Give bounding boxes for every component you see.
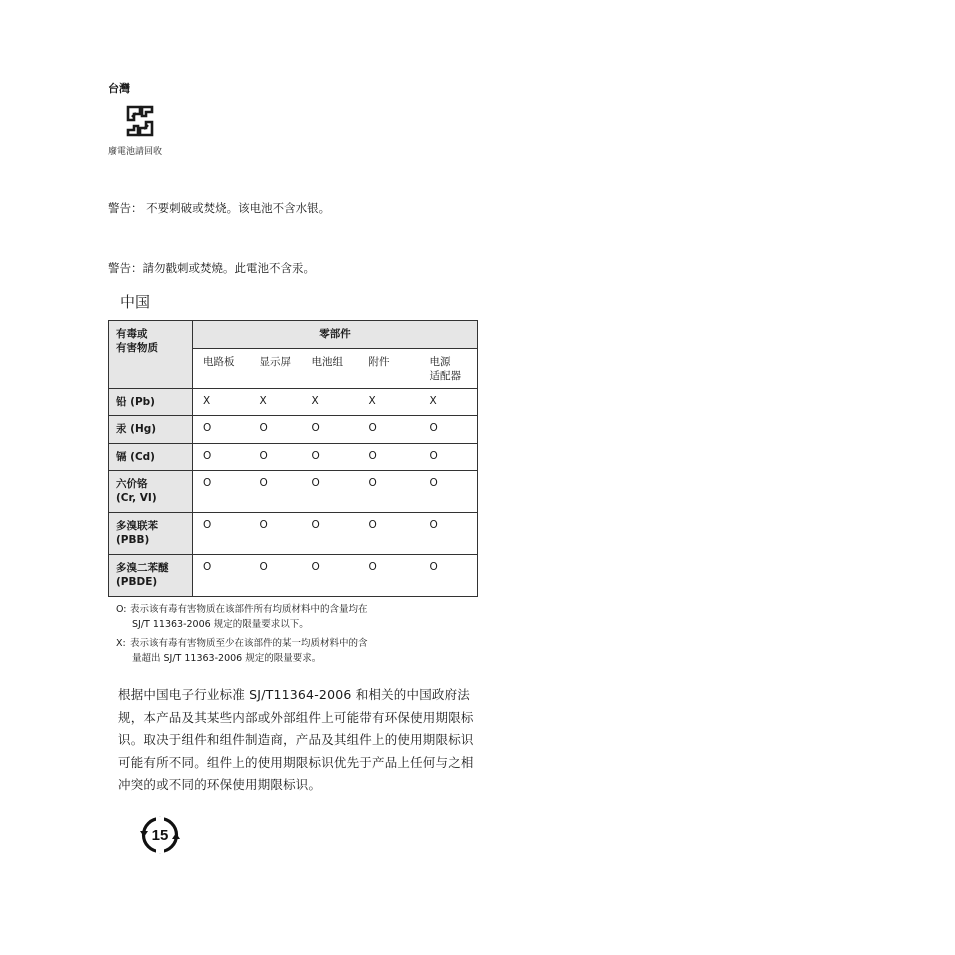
substance-header: 有毒或 有害物质 [109, 321, 193, 389]
table-cell: O [420, 471, 478, 513]
column-header-accessories: 附件 [359, 349, 420, 389]
table-cell: O [250, 444, 302, 471]
table-row [109, 471, 478, 513]
table-cell: O [302, 555, 359, 597]
table-row [109, 389, 478, 416]
epup-15-icon [140, 815, 180, 855]
table-cell: O [359, 471, 420, 513]
table-cell: O [193, 513, 250, 555]
table-cell: O [420, 555, 478, 597]
taiwan-heading: 台灣 [108, 82, 130, 95]
table-cell: O [359, 416, 420, 444]
components-header: 零部件 [193, 321, 478, 349]
epup-paragraph: 根据中国电子行业标准 SJ/T11364-2006 和相关的中国政府法规，本产品及其某些内部或外部组件上可能带有环保使用期限标识。取决于组件和组件制造商，产品及其组件上的使用期限标识可能有所不同。组件上的使用期限标识优先于产品上任何与之相冲突的或不同的环保使用期限标识。 [118, 687, 474, 793]
table-cell: O [302, 513, 359, 555]
table-cell: X [193, 389, 250, 416]
battery-warning-simplified: 警告： 不要刺破或焚烧。该电池不含水银。 [108, 201, 331, 215]
table-cell: O [359, 555, 420, 597]
column-header-power-adapter: 电源 适配器 [420, 349, 478, 389]
table-cell: O [359, 444, 420, 471]
table-cell: O [420, 416, 478, 444]
column-header-battery: 电池组 [302, 349, 359, 389]
table-cell: O [420, 513, 478, 555]
table-cell: O [302, 471, 359, 513]
table-cell: O [420, 444, 478, 471]
battery-recycle-icon [124, 104, 156, 138]
column-header-circuit-board: 电路板 [193, 349, 250, 389]
note-x: X: 表示该有毒有害物质至少在该部件的某一均质材料中的含 量超出 SJ/T 11363-2006 规定的限量要求。 [116, 638, 368, 664]
table-cell: O [193, 555, 250, 597]
epup-years: 15 [151, 827, 169, 844]
table-cell: X [420, 389, 478, 416]
recycle-caption: 廢電池請回收 [108, 147, 163, 157]
table-cell: O [250, 416, 302, 444]
substance-label: 多溴联苯 (PBB) [109, 513, 193, 555]
hazardous-substance-table [108, 320, 478, 597]
table-cell: X [250, 389, 302, 416]
table-cell: X [302, 389, 359, 416]
note-o: O: 表示该有毒有害物质在该部件所有均质材料中的含量均在 SJ/T 11363-2006 规定的限量要求以下。 [116, 604, 368, 630]
table-cell: O [193, 471, 250, 513]
substance-label: 镉 (Cd) [109, 444, 193, 471]
table-cell: O [302, 444, 359, 471]
table-row [109, 555, 478, 597]
table-row [109, 444, 478, 471]
table-cell: O [250, 555, 302, 597]
china-heading: 中国 [120, 293, 151, 311]
table-cell: O [359, 513, 420, 555]
column-header-display: 显示屏 [250, 349, 302, 389]
table-cell: O [302, 416, 359, 444]
table-cell: O [193, 444, 250, 471]
substance-label: 铅 (Pb) [109, 389, 193, 416]
table-row [109, 513, 478, 555]
substance-label: 汞 (Hg) [109, 416, 193, 444]
table-row [109, 416, 478, 444]
substance-label: 六价铬 (Cr, VI) [109, 471, 193, 513]
table-cell: X [359, 389, 420, 416]
table-cell: O [193, 416, 250, 444]
table-cell: O [250, 513, 302, 555]
table-cell: O [250, 471, 302, 513]
substance-label: 多溴二苯醚 (PBDE) [109, 555, 193, 597]
battery-warning-traditional: 警告：請勿戳刺或焚燒。此電池不含汞。 [108, 261, 315, 275]
